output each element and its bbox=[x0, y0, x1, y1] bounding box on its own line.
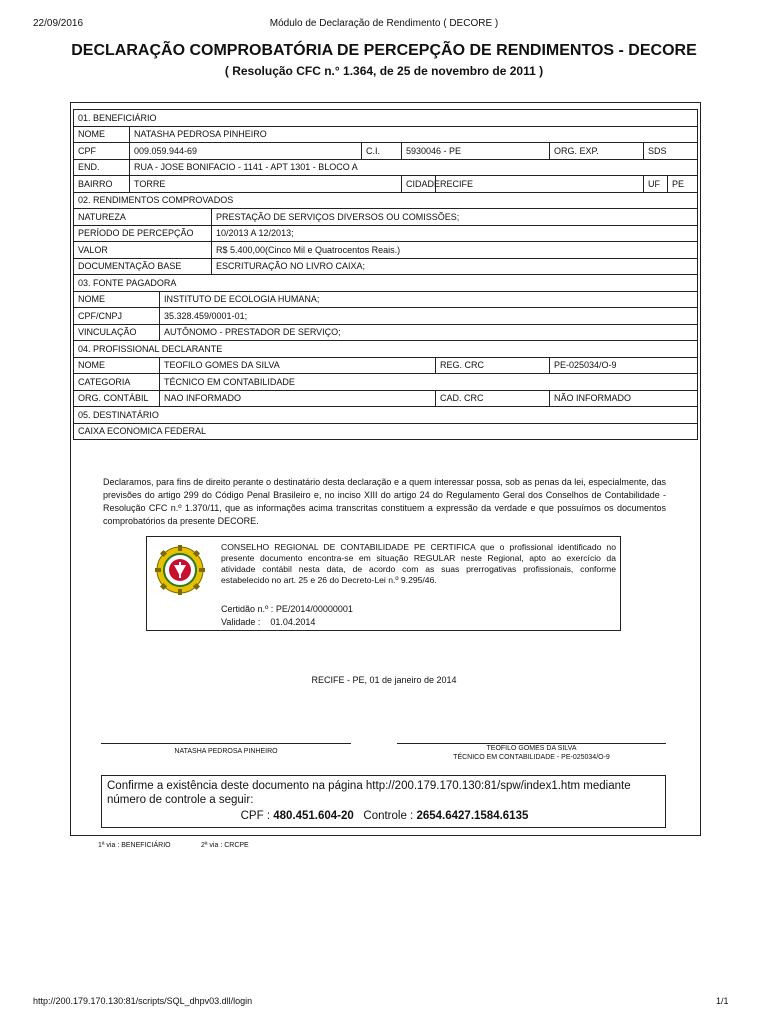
profissional-nome: TEOFILO GOMES DA SILVA bbox=[160, 357, 436, 374]
field-label: DOCUMENTAÇÃO BASE bbox=[74, 258, 212, 275]
beneficiario-bairro: TORRE bbox=[130, 176, 402, 193]
section-title: 03. FONTE PAGADORA bbox=[74, 275, 698, 292]
field-label: CATEGORIA bbox=[74, 374, 160, 391]
rendimentos-documentacao: ESCRITURAÇÃO NO LIVRO CAIXA; bbox=[212, 258, 698, 275]
beneficiario-endereco: RUA - JOSE BONIFACIO - 1141 - APT 1301 - BLOCO A bbox=[130, 159, 698, 176]
beneficiario-nome: NATASHA PEDROSA PINHEIRO bbox=[130, 126, 698, 143]
row-periodo bbox=[74, 225, 698, 242]
confirmation-codes bbox=[102, 810, 667, 822]
beneficiario-org: SDS bbox=[644, 143, 698, 160]
print-date: 22/09/2016 bbox=[33, 18, 84, 29]
section-beneficiario bbox=[74, 110, 698, 127]
row-destinatario bbox=[74, 423, 698, 440]
section-title: 01. BENEFICIÁRIO bbox=[74, 110, 698, 127]
controle-code: 2654.6427.1584.6135 bbox=[416, 810, 529, 822]
section-fonte bbox=[74, 275, 698, 292]
field-label: CPF bbox=[74, 143, 130, 160]
fonte-cnpj: 35.328.459/0001-01; bbox=[160, 308, 698, 325]
declaration-form-table bbox=[73, 109, 698, 440]
row-beneficiario-bairro bbox=[74, 176, 698, 193]
via-second: 2ª via : CRCPE bbox=[201, 842, 249, 849]
profissional-org: NAO INFORMADO bbox=[160, 390, 436, 407]
destinatario-nome: CAIXA ECONOMICA FEDERAL bbox=[74, 423, 698, 440]
confirmation-box bbox=[101, 775, 666, 828]
row-fonte-cnpj bbox=[74, 308, 698, 325]
field-label: NOME bbox=[74, 291, 160, 308]
profissional-cad: NÃO INFORMADO bbox=[550, 390, 698, 407]
field-label: REG. CRC bbox=[436, 357, 550, 374]
print-title: Módulo de Declaração de Rendimento ( DECORE ) bbox=[269, 18, 499, 29]
signature-name-right: TEOFILO GOMES DA SILVA bbox=[486, 745, 577, 752]
beneficiario-ci: 5930046 - PE bbox=[402, 143, 550, 160]
cpf-code-label: CPF : bbox=[240, 810, 271, 822]
beneficiario-cpf: 009.059.944-69 bbox=[130, 143, 362, 160]
confirmation-text: Confirme a existência deste documento na página http://200.179.170.130:81/spw/index1.htm mediante número de controle a seguir: bbox=[107, 780, 631, 806]
field-label: ORG. EXP. bbox=[550, 143, 644, 160]
row-fonte-vinculacao bbox=[74, 324, 698, 341]
beneficiario-cidade: RECIFE bbox=[436, 176, 644, 193]
signature-line-left bbox=[101, 743, 351, 744]
fonte-vinculacao: AUTÔNOMO - PRESTADOR DE SERVIÇO; bbox=[160, 324, 698, 341]
rendimentos-natureza: PRESTAÇÃO DE SERVIÇOS DIVERSOS OU COMISSÕES; bbox=[212, 209, 698, 226]
signature-line-right bbox=[397, 743, 666, 744]
document-subtitle: ( Resolução CFC n.° 1.364, de 25 de novembro de 2011 ) bbox=[224, 64, 544, 78]
rendimentos-valor: R$ 5.400,00(Cinco Mil e Quatrocentos Reais.) bbox=[212, 242, 698, 259]
city-date: RECIFE - PE, 01 de janeiro de 2014 bbox=[311, 675, 457, 685]
field-label: UF bbox=[644, 176, 668, 193]
section-destinatario bbox=[74, 407, 698, 424]
cpf-code: 480.451.604-20 bbox=[273, 810, 354, 822]
signature-name-left: NATASHA PEDROSA PINHEIRO bbox=[174, 748, 278, 755]
field-label: CIDADE bbox=[402, 176, 436, 193]
row-natureza bbox=[74, 209, 698, 226]
controle-code-label: Controle : bbox=[363, 810, 414, 822]
footer-url: http://200.179.170.130:81/scripts/SQL_dhpv03.dll/login bbox=[33, 996, 253, 1006]
certidao-number: Certidão n.º : PE/2014/00000001 bbox=[221, 604, 353, 614]
certificate-text: CONSELHO REGIONAL DE CONTABILIDADE PE CERTIFICA que o profissional identificado no presente documento encontra-se em situação REGULAR neste Regional, apto ao exercício da atividade contábil nesta data, de acordo com as suas prerrogativas profissionais, conforme estabelecido no art. 25 e 26 do Decreto-Lei n.º 9.295/46. bbox=[221, 542, 616, 585]
section-title: 04. PROFISSIONAL DECLARANTE bbox=[74, 341, 698, 358]
section-title: 05. DESTINATÁRIO bbox=[74, 407, 698, 424]
beneficiario-uf: PE bbox=[668, 176, 698, 193]
declaration-text: Declaramos, para fins de direito perante o destinatário desta declaração e a quem interessar possa, sob as penas da lei, especialmente, das previsões do artigo 299 do Código Penal Brasileiro e, no inciso XIII do artigo 24 do Regulamento Geral dos Conselhos de Contabilidade - Resolução CFC n.º 1.370/11, que as informações acima transcritas constituem a expressão da verdade e que possuímos os documentos comprobatórios da presente DECORE. bbox=[103, 477, 666, 526]
signature-role-right: TÉCNICO EM CONTABILIDADE - PE-025034/O-9 bbox=[453, 754, 610, 761]
field-label: ORG. CONTÁBIL bbox=[74, 390, 160, 407]
row-valor bbox=[74, 242, 698, 259]
crc-seal-icon bbox=[155, 545, 205, 595]
field-label: NOME bbox=[74, 126, 130, 143]
field-label: VINCULAÇÃO bbox=[74, 324, 160, 341]
section-rendimentos bbox=[74, 192, 698, 209]
section-title: 02. RENDIMENTOS COMPROVADOS bbox=[74, 192, 698, 209]
document-title: DECLARAÇÃO COMPROBATÓRIA DE PERCEPÇÃO DE RENDIMENTOS - DECORE bbox=[71, 42, 697, 59]
certificate-box bbox=[146, 536, 621, 631]
row-beneficiario-docs bbox=[74, 143, 698, 160]
field-label: NATUREZA bbox=[74, 209, 212, 226]
fonte-nome: INSTITUTO DE ECOLOGIA HUMANA; bbox=[160, 291, 698, 308]
field-label: VALOR bbox=[74, 242, 212, 259]
row-profissional-org bbox=[74, 390, 698, 407]
row-beneficiario-nome bbox=[74, 126, 698, 143]
rendimentos-periodo: 10/2013 A 12/2013; bbox=[212, 225, 698, 242]
profissional-crc: PE-025034/O-9 bbox=[550, 357, 698, 374]
via-first: 1ª via : BENEFICIÁRIO bbox=[98, 842, 171, 849]
section-profissional bbox=[74, 341, 698, 358]
field-label: BAIRRO bbox=[74, 176, 130, 193]
field-label: NOME bbox=[74, 357, 160, 374]
row-beneficiario-endereco bbox=[74, 159, 698, 176]
row-documentacao bbox=[74, 258, 698, 275]
field-label: CAD. CRC bbox=[436, 390, 550, 407]
certidao-validade: Validade : 01.04.2014 bbox=[221, 617, 316, 627]
field-label: END. bbox=[74, 159, 130, 176]
field-label: CPF/CNPJ bbox=[74, 308, 160, 325]
profissional-categoria: TÉCNICO EM CONTABILIDADE bbox=[160, 374, 698, 391]
row-profissional-nome bbox=[74, 357, 698, 374]
field-label: C.I. bbox=[362, 143, 402, 160]
footer-page-number: 1/1 bbox=[716, 996, 729, 1006]
field-label: PERÍODO DE PERCEPÇÃO bbox=[74, 225, 212, 242]
row-fonte-nome bbox=[74, 291, 698, 308]
row-profissional-categoria bbox=[74, 374, 698, 391]
